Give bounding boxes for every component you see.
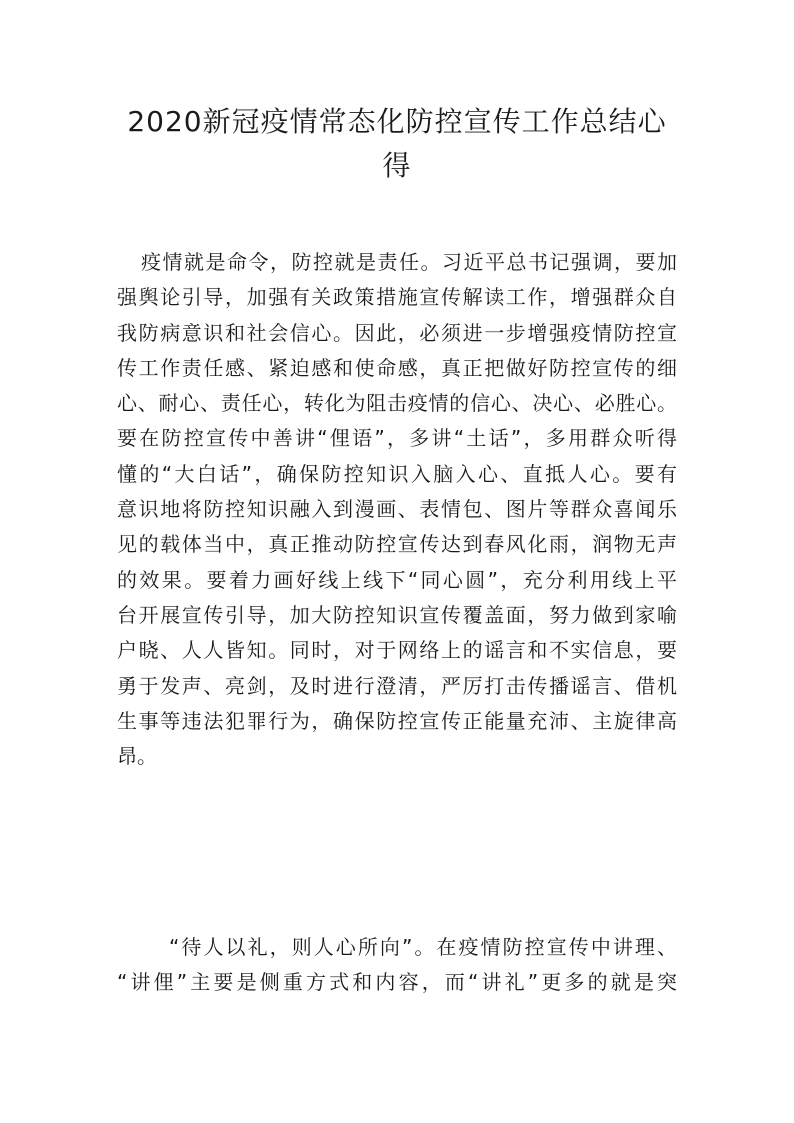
paragraph-line: 我防病意识和社会信心。因此，必须进一步增强疫情防控宣	[117, 320, 677, 345]
paragraph-line: 台开展宣传引导，加大防控知识宣传覆盖面，努力做到家喻	[117, 602, 677, 627]
paragraph-line: 要在防控宣传中善讲“俚语”，多讲“土话”，多用群众听得	[117, 426, 677, 451]
paragraph-line: 疫情就是命令，防控就是责任。习近平总书记强调，要加	[141, 250, 677, 274]
paragraph-line: “待人以礼，则人心所向”。在疫情防控宣传中讲理、	[169, 935, 677, 959]
paragraph-line: 生事等违法犯罪行为，确保防控宣传正能量充沛、主旋律高	[117, 708, 677, 733]
paragraph-1	[117, 245, 677, 774]
paragraph-line: 懂的“大白话”，确保防控知识入脑入心、直抵人心。要有	[117, 461, 677, 486]
paragraph-line: 勇于发声、亮剑，及时进行澄清，严厉打击传播谣言、借机	[117, 673, 677, 698]
paragraph-line: 心、耐心、责任心，转化为阻击疫情的信心、决心、必胜心。	[117, 391, 677, 416]
paragraph-line: 强舆论引导，加强有关政策措施宣传解读工作，增强群众自	[117, 285, 677, 310]
page-title	[110, 100, 684, 188]
paragraph-line: 昂。	[117, 744, 157, 769]
paragraph-line: 户晓、人人皆知。同时，对于网络上的谣言和不实信息，要	[117, 638, 677, 663]
paragraph-line: “讲俚”主要是侧重方式和内容，而“讲礼”更多的就是突	[117, 970, 677, 995]
paragraph-2	[117, 930, 677, 1001]
title-line-2: 得	[382, 149, 412, 182]
paragraph-line: 见的载体当中，真正推动防控宣传达到春风化雨，润物无声	[117, 532, 677, 557]
paragraph-line: 传工作责任感、紧迫感和使命感，真正把做好防控宣传的细	[117, 355, 677, 380]
paragraph-line: 意识地将防控知识融入到漫画、表情包、图片等群众喜闻乐	[117, 497, 677, 522]
paragraph-line: 的效果。要着力画好线上线下“同心圆”，充分利用线上平	[117, 567, 677, 592]
title-line-1: 2020新冠疫情常态化防控宣传工作总结心	[127, 105, 667, 138]
